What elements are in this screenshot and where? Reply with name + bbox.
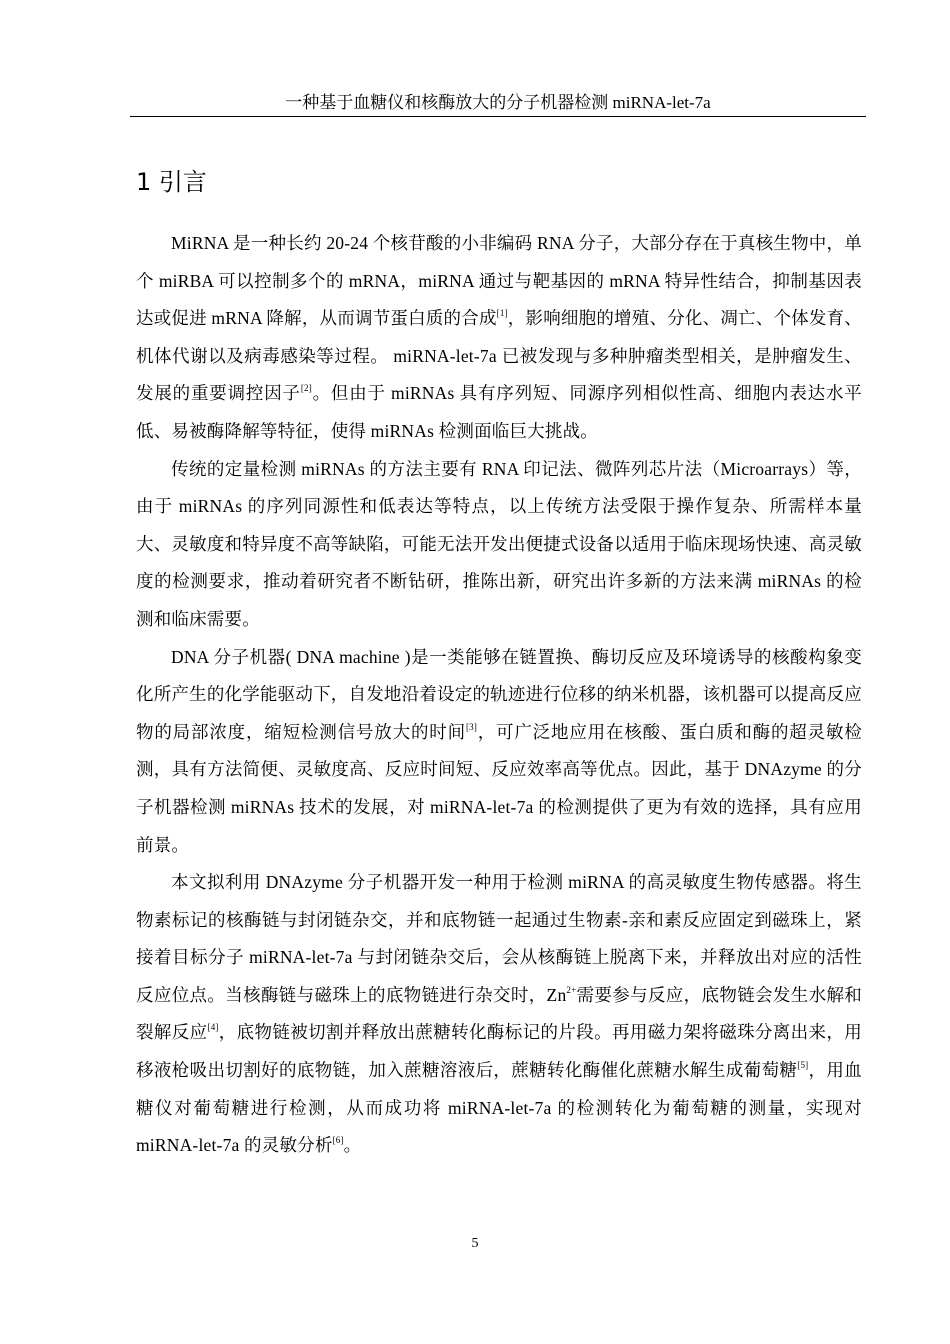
citation-ref: [2] (300, 383, 312, 394)
citation-ref: [1] (496, 308, 508, 319)
citation-ref: [6] (332, 1135, 344, 1146)
paragraph-text: ，可广泛地应用在核酸、蛋白质和酶的超灵敏检测，具有方法简便、灵敏度高、反应时间短、反应效率高等优点。因此，基于 DNAzyme 的分子机器检测 miRNAs 技术的发展，对 miRNA-let-7a 的检测提供了更为有效的选择，具有应用前景。 (136, 721, 862, 855)
body-text (136, 225, 862, 1165)
citation-ref: [3] (465, 721, 478, 732)
paragraph-traditional-methods (136, 451, 862, 639)
paragraph-text: 本文拟利用 DNAzyme 分子机器开发一种用于检测 miRNA 的高灵敏度生物传感器。将生物素标记的核酶链与封闭链杂交，并和底物链一起通过生物素-亲和素反应固定到磁珠上，紧接着目标分子 miRNA-let-7a 与封闭链杂交后，会从核酶链上脱离下来，并释放出对应的活性反应位点。当核酶链与磁珠上的底物链进行杂交时，Zn (136, 872, 862, 1005)
page-number: 5 (471, 1236, 479, 1251)
paragraph-text: ，影响细胞的增殖、分化、凋亡、个体发育、机体代谢以及病毒感染等过程。 miRNA-let-7a 已被发现与多种肿瘤类型相关，是肿瘤发生、发展的重要调控因子 (136, 308, 863, 404)
header-rule (130, 116, 866, 117)
paragraph-text: DNA 分子机器( DNA machine )是一类能够在链置换、酶切反应及环境诱导的核酸构象变化所产生的化学能驱动下，自发地沿着设定的轨迹进行位移的纳米机器，该机器可以提高反应物的局部浓度，缩短检测信号放大的时间 (136, 646, 862, 742)
paragraph-text: 需要参与反应，底物链会发生水解和裂解反应 (136, 984, 862, 1043)
citation-ref: [5] (797, 1060, 809, 1071)
paragraph-text: 传统的定量检测 miRNAs 的方法主要有 RNA 印记法、微阵列芯片法（Microarrays）等，由于 miRNAs 的序列同源性和低表达等特点，以上传统方法受限于操作复杂、所需样本量大、灵敏度和特异度不高等缺陷，可能无法开发出便捷式设备以适用于临床现场快速、高灵敏度的检测要求，推动着研究者不断钻研，推陈出新，研究出许多新的方法来满 miRNAs 的检测和临床需要。 (136, 458, 862, 629)
paragraph-text: ，用血糖仪对葡萄糖进行检测，从而成功将 miRNA-let-7a 的检测转化为葡萄糖的测量，实现对 miRNA-let-7a 的灵敏分析 (136, 1060, 862, 1156)
paragraph-dna-machine (136, 639, 862, 865)
running-header: 一种基于血糖仪和核酶放大的分子机器检测 miRNA-let-7a (285, 93, 711, 112)
paragraph-text: MiRNA 是一种长约 20-24 个核苷酸的小非编码 RNA 分子，大部分存在于真核生物中，单个 miRBA 可以控制多个的 mRNA，miRNA 通过与靶基因的 mRNA 特异性结合，抑制基因表达或促进 mRNA 降解，从而调节蛋白质的合成 (136, 233, 862, 329)
ion-charge-superscript: 2+ (566, 984, 577, 995)
paragraph-this-work (136, 864, 862, 1165)
citation-ref: [4] (207, 1022, 219, 1033)
section-heading: 1 引言 (136, 168, 207, 196)
paragraph-text: ，底物链被切割并释放出蔗糖转化酶标记的片段。再用磁力架将磁珠分离出来，用移液枪吸出切割好的底物链，加入蔗糖溶液后，蔗糖转化酶催化蔗糖水解生成葡萄糖 (136, 1022, 862, 1081)
paragraph-text: 。但由于 miRNAs 具有序列短、同源序列相似性高、细胞内表达水平低、易被酶降解等特征，使得 miRNAs 检测面临巨大挑战。 (136, 383, 863, 441)
paragraph-intro-mirna (136, 225, 862, 451)
paragraph-text: 。 (343, 1135, 362, 1156)
